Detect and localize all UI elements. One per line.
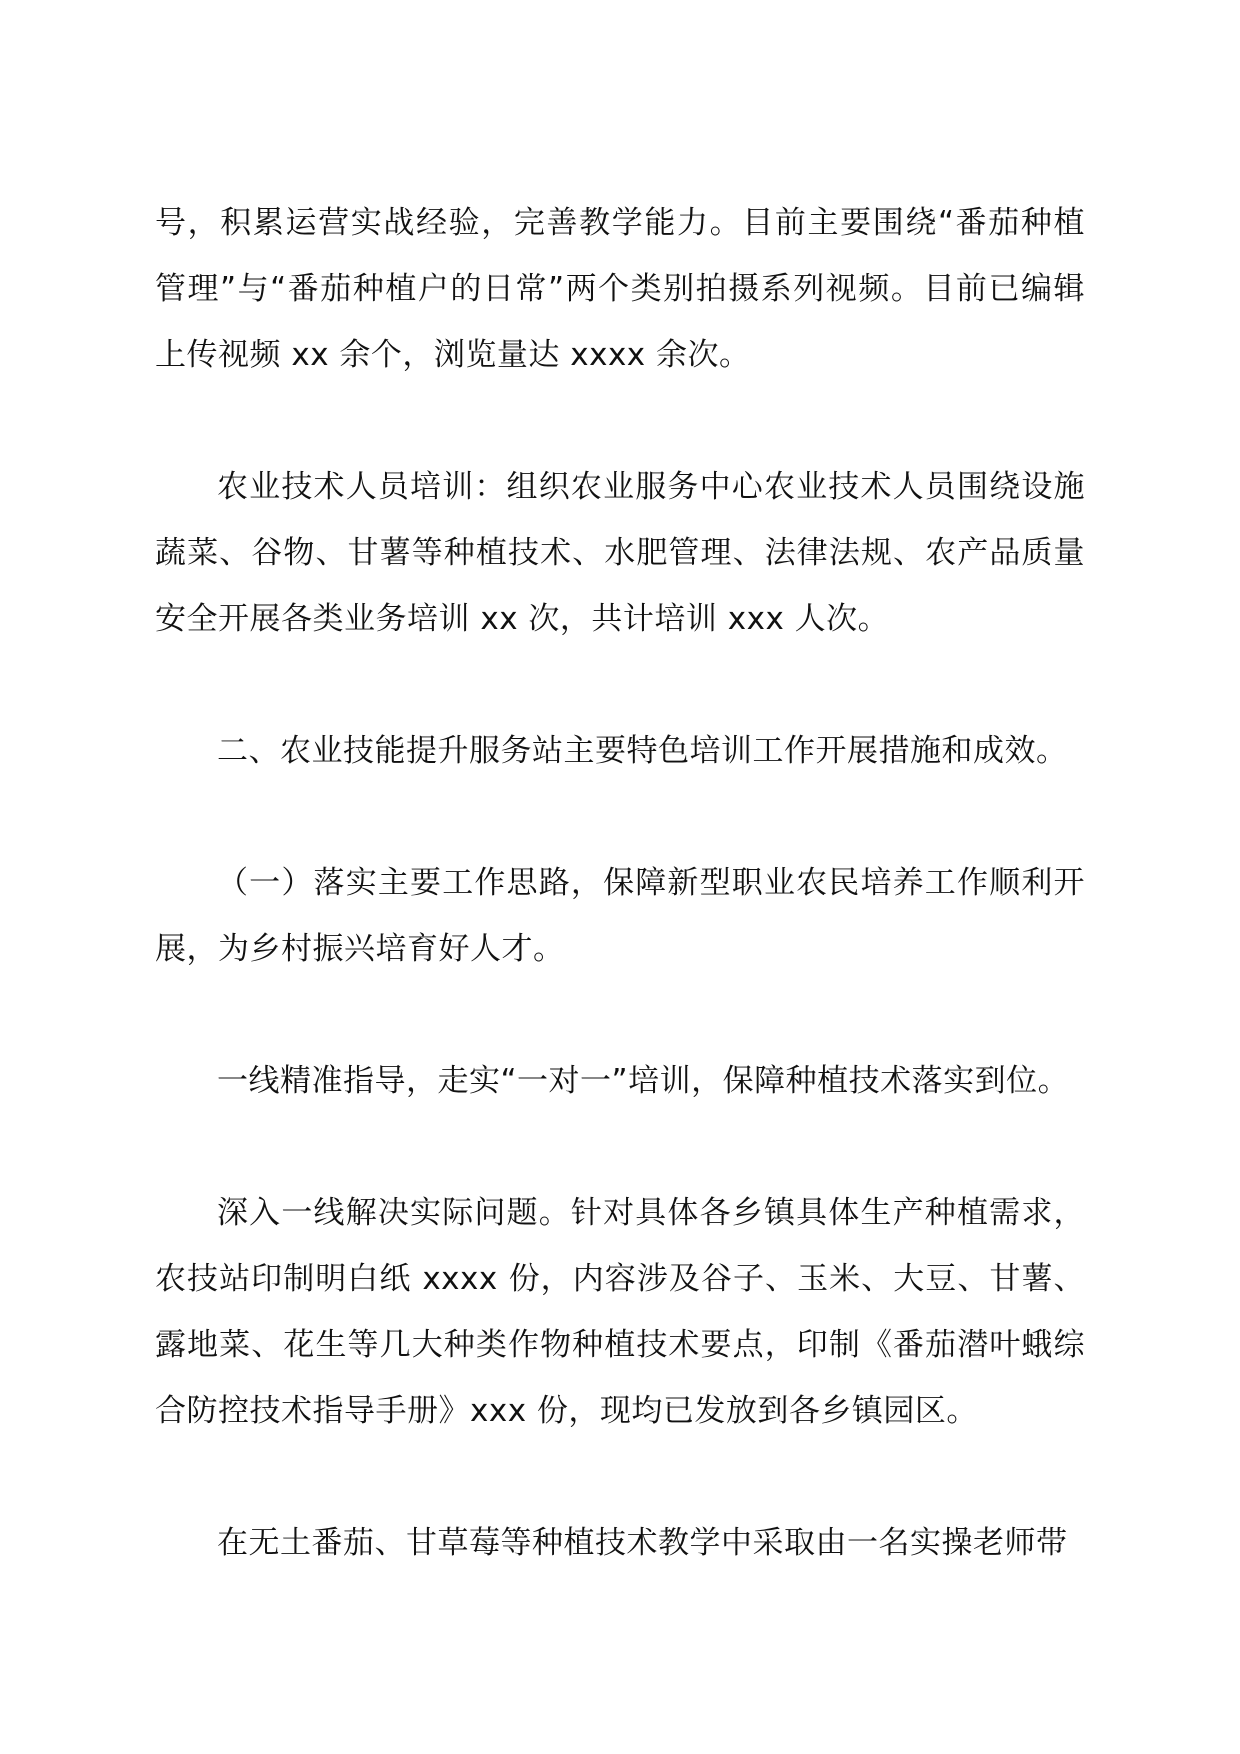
paragraph-one-on-one-guidance: 一线精准指导，走实“一对一”培训，保障种植技术落实到位。 [217, 1063, 1070, 1099]
paragraph-soilless-teaching: 在无土番茄、甘草莓等种植技术教学中采取由一名实操老师带 [217, 1525, 1068, 1561]
subsection-heading-one: （一）落实主要工作思路，保障新型职业农民培养工作顺利开展，为乡村振兴培育好人才。 [155, 865, 1085, 967]
paragraph-frontline-problems: 深入一线解决实际问题。针对具体各乡镇具体生产种植需求，农技站印制明白纸 xxxx 份，内容涉及谷子、玉米、大豆、甘薯、露地菜、花生等几大种类作物种植技术要点，印制《番茄潜叶蛾综合防控技术指导手册》xxx 份，现均已发放到各乡镇园区。 [155, 1195, 1085, 1429]
section-heading-two: 二、农业技能提升服务站主要特色培训工作开展措施和成效。 [217, 733, 1068, 769]
paragraph-continuation: 号，积累运营实战经验，完善教学能力。目前主要围绕“番茄种植管理”与“番茄种植户的日常”两个类别拍摄系列视频。目前已编辑上传视频 xx 余个，浏览量达 xxxx 余次。 [155, 205, 1085, 373]
document-body [155, 190, 1085, 1576]
paragraph-technician-training: 农业技术人员培训：组织农业服务中心农业技术人员围绕设施蔬菜、谷物、甘薯等种植技术、水肥管理、法律法规、农产品质量安全开展各类业务培训 xx 次，共计培训 xxx 人次。 [155, 469, 1085, 637]
